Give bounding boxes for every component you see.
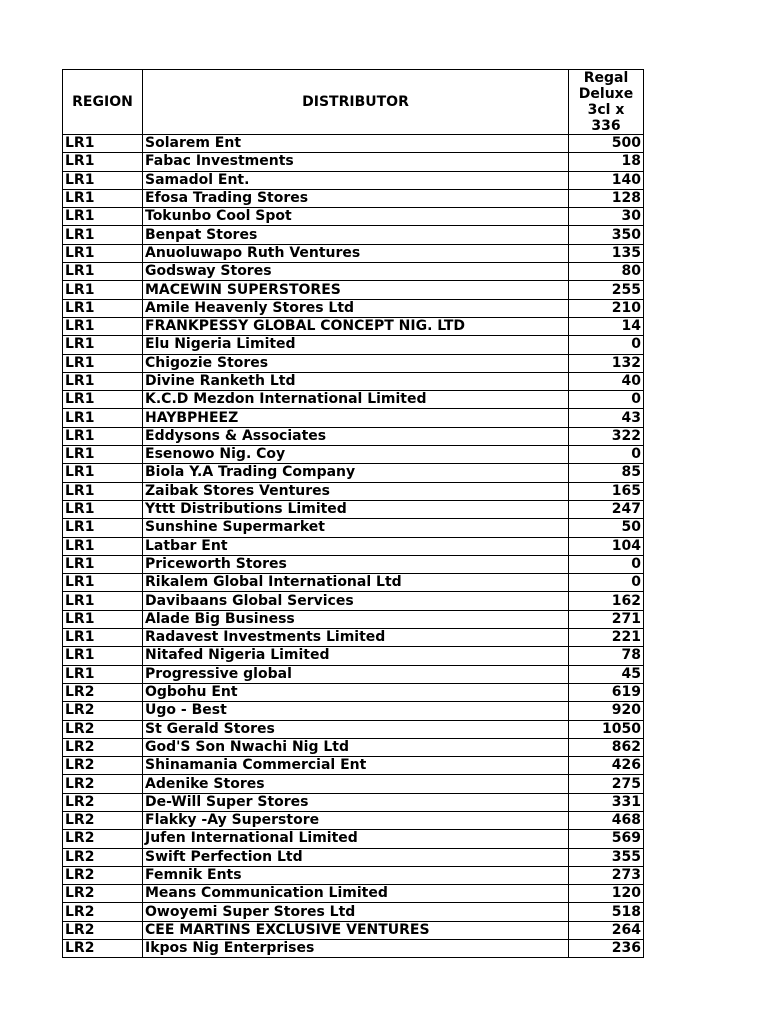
region-cell: LR1 <box>63 464 143 482</box>
distributor-cell: Ogbohu Ent <box>143 683 569 701</box>
region-cell: LR1 <box>63 281 143 299</box>
distributor-cell: Solarem Ent <box>143 135 569 153</box>
distributor-cell: FRANKPESSY GLOBAL CONCEPT NIG. LTD <box>143 317 569 335</box>
region-cell: LR2 <box>63 811 143 829</box>
region-cell: LR1 <box>63 665 143 683</box>
distributor-cell: Benpat Stores <box>143 226 569 244</box>
value-cell: 0 <box>569 574 644 592</box>
table-row <box>63 940 644 958</box>
value-cell: 78 <box>569 647 644 665</box>
distributor-cell: K.C.D Mezdon International Limited <box>143 391 569 409</box>
distributor-cell: Biola Y.A Trading Company <box>143 464 569 482</box>
value-cell: 468 <box>569 811 644 829</box>
value-cell: 619 <box>569 683 644 701</box>
distributor-cell: Nitafed Nigeria Limited <box>143 647 569 665</box>
region-cell: LR1 <box>63 171 143 189</box>
region-cell: LR1 <box>63 372 143 390</box>
value-cell: 104 <box>569 537 644 555</box>
distributor-cell: Efosa Trading Stores <box>143 189 569 207</box>
table-row <box>63 921 644 939</box>
table-row <box>63 427 644 445</box>
distributor-cell: Priceworth Stores <box>143 555 569 573</box>
value-cell: 0 <box>569 555 644 573</box>
table-row <box>63 757 644 775</box>
region-cell: LR2 <box>63 793 143 811</box>
value-cell: 1050 <box>569 720 644 738</box>
distributor-cell: HAYBPHEEZ <box>143 409 569 427</box>
distributor-cell: Progressive global <box>143 665 569 683</box>
region-cell: LR2 <box>63 720 143 738</box>
value-cell: 221 <box>569 629 644 647</box>
distributor-cell: Fabac Investments <box>143 153 569 171</box>
distributor-cell: Owoyemi Super Stores Ltd <box>143 903 569 921</box>
value-cell: 18 <box>569 153 644 171</box>
table-row <box>63 299 644 317</box>
value-cell: 275 <box>569 775 644 793</box>
region-cell: LR1 <box>63 500 143 518</box>
table-row <box>63 135 644 153</box>
value-cell: 162 <box>569 592 644 610</box>
table-row <box>63 885 644 903</box>
table-row <box>63 519 644 537</box>
region-cell: LR1 <box>63 574 143 592</box>
table-row <box>63 409 644 427</box>
region-cell: LR1 <box>63 208 143 226</box>
table-row <box>63 281 644 299</box>
table-row <box>63 793 644 811</box>
table-row <box>63 482 644 500</box>
region-cell: LR1 <box>63 629 143 647</box>
distributor-cell: De-Will Super Stores <box>143 793 569 811</box>
distributor-cell: Swift Perfection Ltd <box>143 848 569 866</box>
value-cell: 0 <box>569 446 644 464</box>
value-cell: 45 <box>569 665 644 683</box>
value-cell: 862 <box>569 738 644 756</box>
region-cell: LR2 <box>63 940 143 958</box>
region-cell: LR1 <box>63 537 143 555</box>
value-cell: 569 <box>569 830 644 848</box>
distributor-cell: Elu Nigeria Limited <box>143 336 569 354</box>
distributor-cell: Radavest Investments Limited <box>143 629 569 647</box>
header-distributor: DISTRIBUTOR <box>143 70 569 135</box>
distributor-cell: Yttt Distributions Limited <box>143 500 569 518</box>
value-cell: 128 <box>569 189 644 207</box>
value-cell: 322 <box>569 427 644 445</box>
value-cell: 165 <box>569 482 644 500</box>
value-cell: 0 <box>569 336 644 354</box>
distributor-cell: Shinamania Commercial Ent <box>143 757 569 775</box>
table-row <box>63 610 644 628</box>
table-row <box>63 811 644 829</box>
table-body <box>63 135 644 958</box>
table-row <box>63 372 644 390</box>
distributor-cell: Sunshine Supermarket <box>143 519 569 537</box>
table-row <box>63 244 644 262</box>
value-cell: 140 <box>569 171 644 189</box>
region-cell: LR1 <box>63 226 143 244</box>
header-regal-deluxe: Regal Deluxe 3cl x 336 <box>569 70 644 135</box>
region-cell: LR2 <box>63 683 143 701</box>
table-row <box>63 702 644 720</box>
distributor-cell: Amile Heavenly Stores Ltd <box>143 299 569 317</box>
region-cell: LR1 <box>63 647 143 665</box>
table-row <box>63 592 644 610</box>
region-cell: LR1 <box>63 409 143 427</box>
region-cell: LR2 <box>63 903 143 921</box>
region-cell: LR1 <box>63 263 143 281</box>
region-cell: LR2 <box>63 830 143 848</box>
distributor-cell: Adenike Stores <box>143 775 569 793</box>
value-cell: 264 <box>569 921 644 939</box>
distributor-cell: Chigozie Stores <box>143 354 569 372</box>
table-row <box>63 665 644 683</box>
value-cell: 14 <box>569 317 644 335</box>
table-row <box>63 336 644 354</box>
value-cell: 120 <box>569 885 644 903</box>
region-cell: LR1 <box>63 519 143 537</box>
value-cell: 247 <box>569 500 644 518</box>
table-row <box>63 263 644 281</box>
distributor-cell: Zaibak Stores Ventures <box>143 482 569 500</box>
distributor-cell: Femnik Ents <box>143 866 569 884</box>
value-cell: 273 <box>569 866 644 884</box>
region-cell: LR2 <box>63 757 143 775</box>
value-cell: 271 <box>569 610 644 628</box>
region-cell: LR1 <box>63 610 143 628</box>
region-cell: LR2 <box>63 866 143 884</box>
table-row <box>63 226 644 244</box>
distributor-table <box>62 69 644 958</box>
table-row <box>63 391 644 409</box>
value-cell: 50 <box>569 519 644 537</box>
value-cell: 236 <box>569 940 644 958</box>
value-cell: 355 <box>569 848 644 866</box>
region-cell: LR1 <box>63 482 143 500</box>
distributor-cell: Flakky -Ay Superstore <box>143 811 569 829</box>
header-region: REGION <box>63 70 143 135</box>
distributor-cell: Esenowo Nig. Coy <box>143 446 569 464</box>
table-row <box>63 500 644 518</box>
value-cell: 30 <box>569 208 644 226</box>
table-row <box>63 537 644 555</box>
region-cell: LR1 <box>63 391 143 409</box>
header-row <box>63 70 644 135</box>
region-cell: LR2 <box>63 738 143 756</box>
table-row <box>63 446 644 464</box>
distributor-cell: Davibaans Global Services <box>143 592 569 610</box>
region-cell: LR1 <box>63 354 143 372</box>
table-row <box>63 629 644 647</box>
region-cell: LR1 <box>63 189 143 207</box>
table-row <box>63 208 644 226</box>
region-cell: LR1 <box>63 317 143 335</box>
region-cell: LR1 <box>63 244 143 262</box>
distributor-cell: Means Communication Limited <box>143 885 569 903</box>
region-cell: LR1 <box>63 153 143 171</box>
region-cell: LR2 <box>63 702 143 720</box>
distributor-cell: Jufen International Limited <box>143 830 569 848</box>
distributor-cell: Divine Ranketh Ltd <box>143 372 569 390</box>
value-cell: 210 <box>569 299 644 317</box>
value-cell: 85 <box>569 464 644 482</box>
table-row <box>63 903 644 921</box>
value-cell: 40 <box>569 372 644 390</box>
value-cell: 135 <box>569 244 644 262</box>
distributor-cell: St Gerald Stores <box>143 720 569 738</box>
value-cell: 500 <box>569 135 644 153</box>
table-row <box>63 720 644 738</box>
distributor-cell: Latbar Ent <box>143 537 569 555</box>
value-cell: 920 <box>569 702 644 720</box>
table-row <box>63 775 644 793</box>
table-row <box>63 555 644 573</box>
distributor-cell: Anuoluwapo Ruth Ventures <box>143 244 569 262</box>
region-cell: LR1 <box>63 299 143 317</box>
distributor-cell: Samadol Ent. <box>143 171 569 189</box>
distributor-cell: MACEWIN SUPERSTORES <box>143 281 569 299</box>
table-row <box>63 317 644 335</box>
value-cell: 80 <box>569 263 644 281</box>
table-row <box>63 354 644 372</box>
distributor-cell: Godsway Stores <box>143 263 569 281</box>
value-cell: 255 <box>569 281 644 299</box>
value-cell: 426 <box>569 757 644 775</box>
region-cell: LR1 <box>63 427 143 445</box>
table-row <box>63 153 644 171</box>
table-row <box>63 848 644 866</box>
distributor-cell: Ugo - Best <box>143 702 569 720</box>
distributor-cell: CEE MARTINS EXCLUSIVE VENTURES <box>143 921 569 939</box>
region-cell: LR2 <box>63 885 143 903</box>
distributor-cell: Ikpos Nig Enterprises <box>143 940 569 958</box>
value-cell: 132 <box>569 354 644 372</box>
distributor-cell: Rikalem Global International Ltd <box>143 574 569 592</box>
table-row <box>63 866 644 884</box>
value-cell: 350 <box>569 226 644 244</box>
value-cell: 43 <box>569 409 644 427</box>
region-cell: LR1 <box>63 446 143 464</box>
value-cell: 331 <box>569 793 644 811</box>
table-row <box>63 830 644 848</box>
distributor-cell: Tokunbo Cool Spot <box>143 208 569 226</box>
table-row <box>63 171 644 189</box>
distributor-cell: Alade Big Business <box>143 610 569 628</box>
value-cell: 0 <box>569 391 644 409</box>
region-cell: LR2 <box>63 775 143 793</box>
table-row <box>63 683 644 701</box>
region-cell: LR1 <box>63 336 143 354</box>
distributor-cell: Eddysons & Associates <box>143 427 569 445</box>
table-row <box>63 738 644 756</box>
table-row <box>63 189 644 207</box>
region-cell: LR2 <box>63 921 143 939</box>
region-cell: LR2 <box>63 848 143 866</box>
table-row <box>63 647 644 665</box>
region-cell: LR1 <box>63 135 143 153</box>
region-cell: LR1 <box>63 555 143 573</box>
region-cell: LR1 <box>63 592 143 610</box>
table-row <box>63 464 644 482</box>
distributor-cell: God'S Son Nwachi Nig Ltd <box>143 738 569 756</box>
table-row <box>63 574 644 592</box>
value-cell: 518 <box>569 903 644 921</box>
